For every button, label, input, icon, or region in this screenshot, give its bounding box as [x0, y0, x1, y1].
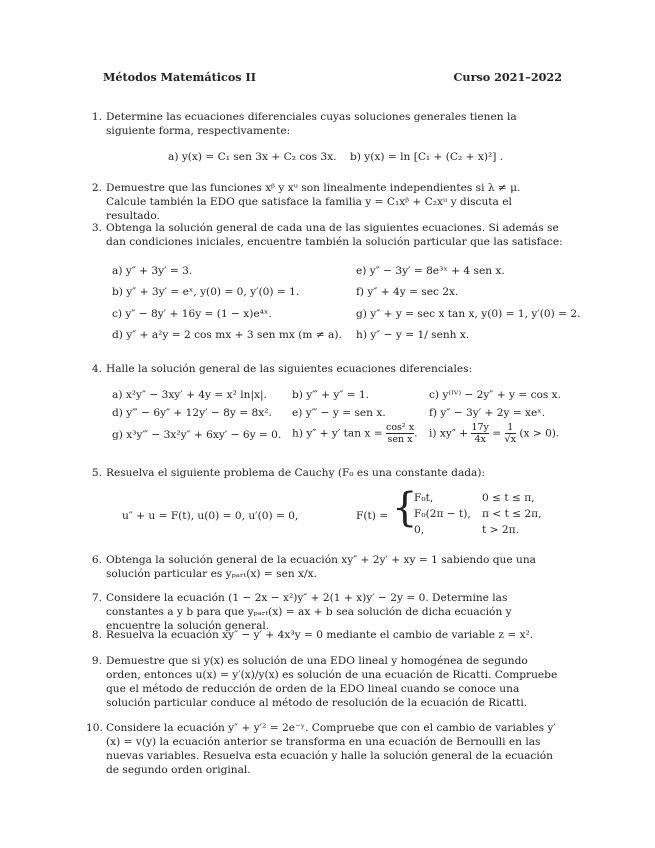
item-4h-lhs: h) y″ + y′ tan x = [292, 427, 383, 440]
problem-text: Resuelva el siguiente problema de Cauchy (F₀ es una constante dada): [106, 467, 486, 479]
fraction [471, 422, 488, 445]
problem-text: Halle la solución general de las siguientes ecuaciones diferenciales: [106, 363, 473, 375]
problem-number: 6. [91, 554, 102, 566]
problem-number: 10. [86, 722, 103, 734]
item-3c: c) y″ − 8y′ + 16y = (1 − x)e⁴ˣ. [112, 308, 272, 320]
problem-text: Considere la ecuación y″ + y′² = 2e⁻ʸ. Compruebe que con el cambio de variables y′(x) = v(y) la ecuación anterior se transforma en una ecuación de Bernoulli en las nuevas variables. Resuelva esta ecuación y halle la solución general de la ecuación de segundo orden original. [106, 722, 556, 776]
course-year: Curso 2021–2022 [453, 70, 562, 84]
item-3a: a) y″ + 3y′ = 3. [112, 265, 193, 277]
problem-text: Determine las ecuaciones diferenciales cuyas soluciones generales tienen la siguiente forma, respectivamente: [106, 111, 517, 137]
problem-5 [86, 466, 564, 538]
cases-lhs: F(t) = [356, 510, 389, 522]
item-4b: b) y‴ + y″ = 1. [292, 389, 370, 401]
case-1-value: F₀t, [414, 492, 434, 504]
case-3-cond: t > 2π. [482, 524, 519, 536]
problem-8 [86, 628, 564, 644]
numerator: 17y [471, 422, 489, 433]
problem-1 [86, 110, 564, 176]
case-3-value: 0, [414, 524, 425, 536]
problem-2 [86, 181, 564, 222]
item-3f: f) y″ + 4y = sec 2x. [356, 286, 459, 298]
problem-number: 4. [91, 363, 102, 375]
problem-text: Resuelva la ecuación xy″ − y′ + 4x³y = 0 mediante el cambio de variable z = x². [106, 629, 534, 641]
denominator: 4x [474, 434, 486, 445]
item-3e: e) y″ − 3y′ = 8e³ˣ + 4 sen x. [356, 265, 505, 277]
denominator: √x [504, 434, 516, 445]
item-4f: f) y″ − 3y′ + 2y = xeˣ. [429, 407, 546, 419]
left-brace-icon: { [392, 485, 418, 531]
problem-4 [86, 362, 564, 452]
case-2-value: F₀(2π − t), [414, 508, 471, 520]
problem-number: 8. [91, 629, 102, 641]
problem-9 [86, 654, 564, 712]
item-3d: d) y″ + a²y = 2 cos mx + 3 sen mx (m ≠ a). [112, 329, 342, 341]
problem-7 [86, 591, 564, 632]
equals-sign: = [492, 427, 502, 440]
problem-text: Demuestre que si y(x) es solución de una EDO lineal y homogénea de segundo orden, entonces u(x) = y′(x)/y(x) es solución de una ecuación de Ricatti. Compruebe que el método de reducción de orden de la EDO lineal cuando se conoce una solución particular conduce al método de resolución de la ecuación de Ricatti. [106, 655, 558, 709]
cauchy-equation: u″ + u = F(t), u(0) = 0, u′(0) = 0, [122, 510, 299, 522]
problem-number: 1. [91, 111, 102, 123]
condition: (x > 0). [519, 427, 560, 440]
problem-number: 3. [91, 222, 102, 234]
item-4h: h) y″ + y′ tan x = $\frac{\text{cos² x}}{\text{sen x}}$ . [292, 422, 418, 445]
item-4i-lhs: i) xy″ + [429, 427, 469, 440]
item-4i [429, 422, 559, 445]
item-4g: g) x³y‴ − 3x²y″ + 6xy′ − 6y = 0. [112, 429, 282, 441]
problem-text: Demuestre que las funciones xᵝ y xᵘ son linealmente independientes si λ ≠ μ. Calcule también la EDO que satisface la familia y = C₁xᵝ + C₂xᵘ y discuta el resultado. [106, 182, 521, 222]
problem-text: Obtenga la solución general de la ecuación xy″ + 2y′ + xy = 1 sabiendo que una solución particular es yₚₐᵣₜ(x) = sen x/x. [106, 554, 536, 580]
item-3h: h) y″ − y = 1/ senh x. [356, 329, 470, 341]
problem-number: 5. [91, 467, 102, 479]
problem-3 [86, 221, 581, 346]
problem-text: Obtenga la solución general de cada una de las siguientes ecuaciones. Si además se dan condiciones iniciales, encuentre también la solución particular que las satisface: [106, 222, 563, 248]
item-3b: b) y″ + 3y′ = eˣ, y(0) = 0, y′(0) = 1. [112, 286, 300, 298]
course-name: Métodos Matemáticos II [103, 70, 256, 84]
item-4a: a) x²y″ − 3xy′ + 4y = x² ln|x|. [112, 389, 267, 401]
item-4d: d) y‴ − 6y″ + 12y′ − 8y = 8x². [112, 407, 272, 419]
item-4e: e) y‴ − y = sen x. [292, 407, 386, 419]
case-2-cond: π < t ≤ 2π, [482, 508, 542, 520]
problem-number: 2. [91, 182, 102, 194]
numerator: 1 [505, 422, 516, 434]
problem-number: 7. [91, 592, 102, 604]
item-3g: g) y″ + y = sec x tan x, y(0) = 1, y′(0) = 2. [356, 308, 581, 320]
denominator: sen x [387, 434, 413, 445]
item-1a: a) y(x) = C₁ sen 3x + C₂ cos 3x. [168, 151, 337, 163]
item-1b: b) y(x) = ln [C₁ + (C₂ + x)²] . [350, 151, 504, 163]
problem-number: 9. [91, 655, 102, 667]
fraction [505, 422, 516, 445]
fraction [386, 422, 414, 445]
problem-6 [86, 553, 564, 583]
case-1-cond: 0 ≤ t ≤ π, [482, 492, 535, 504]
problem-10 [86, 721, 564, 776]
problem-text: Considere la ecuación (1 − 2x − x²)y″ + 2(1 + x)y′ − 2y = 0. Determine las constantes a y b para que yₚₐᵣₜ(x) = ax + b sea solución de dicha ecuación y encuentre la solución general. [106, 592, 512, 632]
numerator: cos² x [386, 422, 415, 433]
item-4c: c) y⁽ᴵⱽ⁾ − 2y″ + y = cos x. [429, 389, 562, 401]
